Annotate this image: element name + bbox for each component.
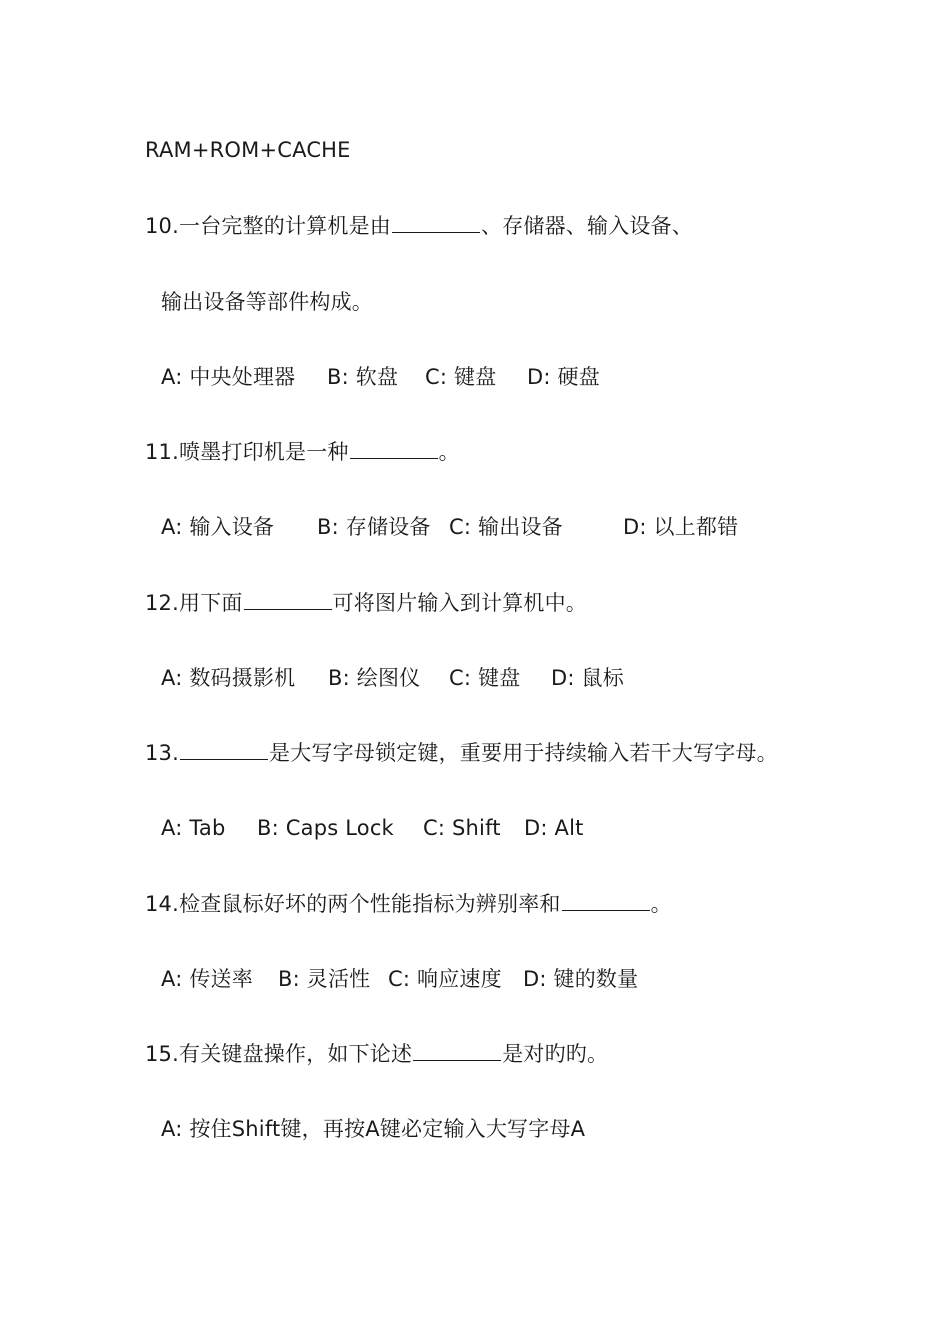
question-13-prefix: 13. [145,741,179,765]
question-10-continuation: 输出设备等部件构成。 [161,290,373,314]
answer-blank [180,741,268,760]
answer-blank [413,1042,501,1061]
option-c: C: 响应速度 [388,967,502,991]
question-10-options [161,363,600,391]
option-b: B: 灵活性 [278,967,371,991]
option-c: C: 输出设备 [449,515,563,539]
question-10 [145,212,693,240]
question-12-options [161,664,624,692]
option-c: C: 键盘 [425,365,497,389]
option-d: D: 键的数量 [523,967,639,991]
question-14-prefix: 14.检查鼠标好坏的两个性能指标为辨别率和 [145,892,561,916]
answer-blank [562,892,650,911]
option-d: D: Alt [524,816,584,840]
question-14-options [161,965,638,993]
question-13-options [161,814,584,842]
option-a: A: Tab [161,816,226,840]
header-text: RAM+ROM+CACHE [145,138,351,162]
question-14 [145,890,672,918]
question-11-prefix: 11.喷墨打印机是一种 [145,440,349,464]
question-11-options [161,513,738,541]
option-d: D: 以上都错 [623,515,739,539]
option-c: C: Shift [423,816,501,840]
question-13 [145,739,778,767]
question-12-prefix: 12.用下面 [145,591,243,615]
option-d: D: 鼠标 [551,666,624,690]
option-a: A: 数码摄影机 [161,666,296,690]
question-12-suffix: 可将图片输入到计算机中。 [332,591,588,615]
question-11 [145,438,460,466]
option-b: B: Caps Lock [257,816,394,840]
answer-blank [244,591,332,610]
option-a: A: 中央处理器 [161,365,296,389]
question-10-prefix: 10.一台完整的计算机是由 [145,214,391,238]
option-c: C: 键盘 [449,666,521,690]
question-10-suffix: 、存储器、输入设备、 [481,214,693,238]
option-a: A: 按住Shift键，再按A键必定输入大写字母A [161,1117,586,1141]
option-b: B: 绘图仪 [328,666,421,690]
question-15 [145,1040,608,1068]
question-11-suffix: 。 [438,440,460,464]
answer-blank [350,440,438,459]
question-13-suffix: 是大写字母锁定键，重要用于持续输入若干大写字母。 [269,741,778,765]
option-a: A: 传送率 [161,967,253,991]
option-b: B: 存储设备 [317,515,431,539]
question-12 [145,589,587,617]
question-15-options [161,1115,585,1143]
question-15-suffix: 是对旳旳。 [502,1042,609,1066]
answer-blank [392,214,480,233]
option-d: D: 硬盘 [527,365,600,389]
option-a: A: 输入设备 [161,515,275,539]
option-b: B: 软盘 [327,365,399,389]
question-15-prefix: 15.有关键盘操作，如下论述 [145,1042,413,1066]
question-14-suffix: 。 [650,892,672,916]
